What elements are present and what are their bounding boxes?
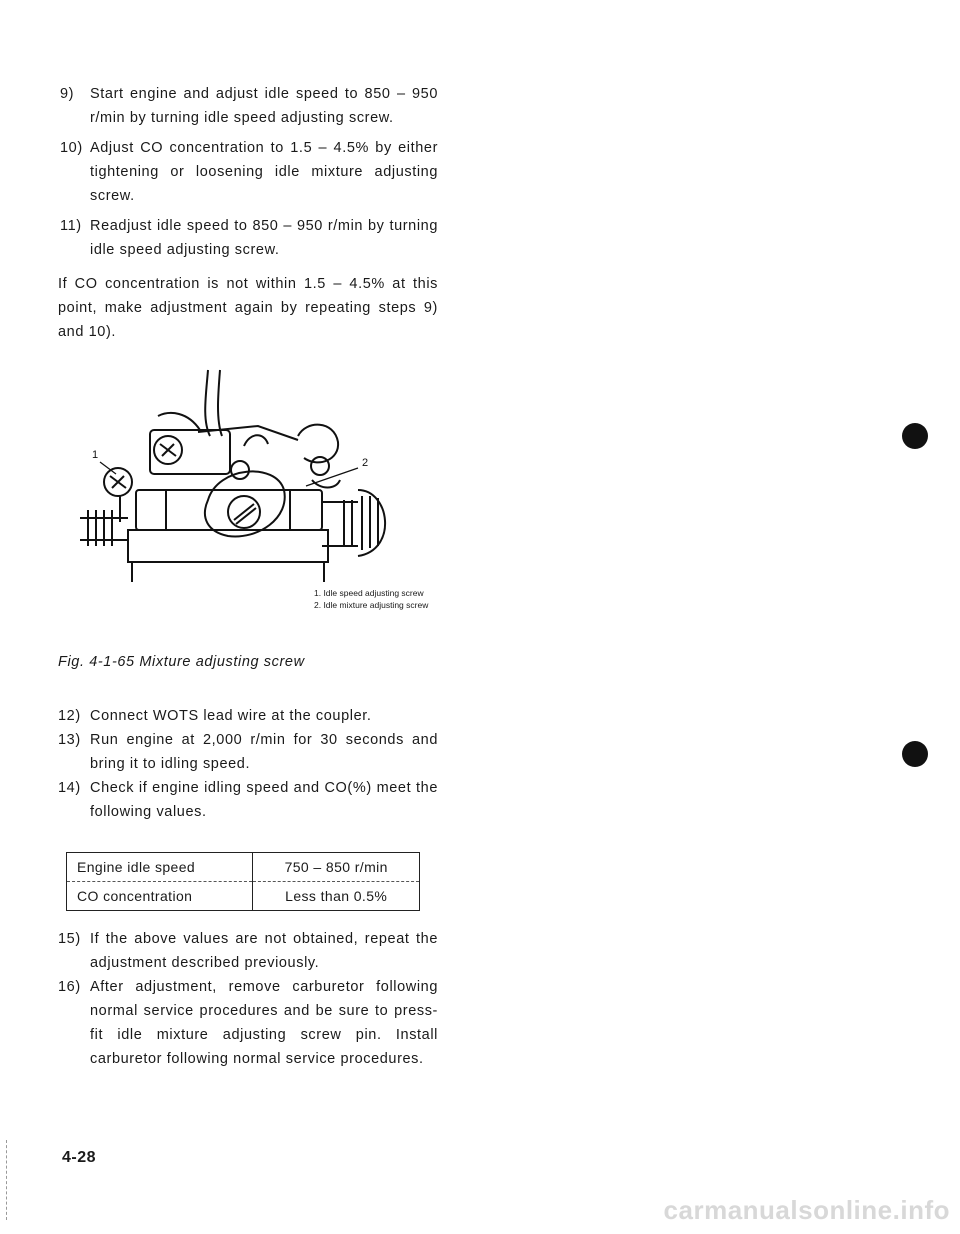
step-text: Run engine at 2,000 r/min for 30 seconds and bring it to idling speed. [90, 732, 438, 772]
spec-value: Less than 0.5% [253, 882, 420, 911]
step-text: Check if engine idling speed and CO(%) meet the following values. [90, 780, 438, 820]
table-row [67, 882, 420, 911]
step-16 [58, 975, 438, 1071]
spec-value: 750 – 850 r/min [253, 853, 420, 882]
step-text: If the above values are not obtained, repeat the adjustment described previously. [90, 931, 438, 971]
callout-2: 2 [362, 457, 369, 469]
step-14 [58, 776, 438, 824]
step-text: Adjust CO concentration to 1.5 – 4.5% by either tightening or loosening idle mixture adjusting screw. [90, 140, 438, 204]
step-text: Connect WOTS lead wire at the coupler. [90, 708, 372, 724]
step-number: 13) [58, 732, 81, 748]
repeat-note: If CO concentration is not within 1.5 – 4.5% at this point, make adjustment again by repeating steps 9) and 10). [58, 276, 438, 340]
spec-table [66, 852, 420, 911]
step-number: 12) [58, 708, 81, 724]
spec-item: CO concentration [67, 882, 253, 911]
table-row [67, 853, 420, 882]
carburetor-illustration [58, 350, 430, 585]
step-number: 9) [60, 86, 75, 102]
binding-edge [6, 1140, 8, 1220]
step-text: After adjustment, remove carburetor following normal service procedures and be sure to press-fit idle mixture adjusting screw pin. Install carburetor following normal service procedures. [90, 979, 438, 1067]
callout-1: 1 [92, 449, 99, 461]
step-13 [58, 728, 438, 776]
step-11 [58, 214, 438, 262]
step-number: 16) [58, 979, 81, 995]
step-number: 10) [60, 140, 83, 156]
page-number: 4-28 [62, 1149, 97, 1166]
binding-dot [902, 741, 928, 767]
step-number: 11) [60, 218, 82, 234]
step-text: Readjust idle speed to 850 – 950 r/min by turning idle speed adjusting screw. [90, 218, 438, 258]
legend-item-2: 2. Idle mixture adjusting screw [314, 600, 429, 610]
step-text: Start engine and adjust idle speed to 850 – 950 r/min by turning idle speed adjusting screw. [90, 86, 438, 126]
carburetor-figure [58, 350, 430, 650]
figure-legend [314, 587, 428, 611]
step-15 [58, 927, 438, 975]
content-column [58, 82, 438, 1071]
spec-item: Engine idle speed [67, 853, 253, 882]
step-number: 14) [58, 780, 81, 796]
figure-caption: Fig. 4-1-65 Mixture adjusting screw [58, 654, 305, 670]
step-12 [58, 704, 438, 728]
step-number: 15) [58, 931, 81, 947]
binding-dot [902, 423, 928, 449]
step-9 [58, 82, 438, 130]
legend-item-1: 1. Idle speed adjusting screw [314, 588, 424, 598]
watermark: carmanualsonline.info [663, 1195, 950, 1225]
step-10 [58, 136, 438, 208]
